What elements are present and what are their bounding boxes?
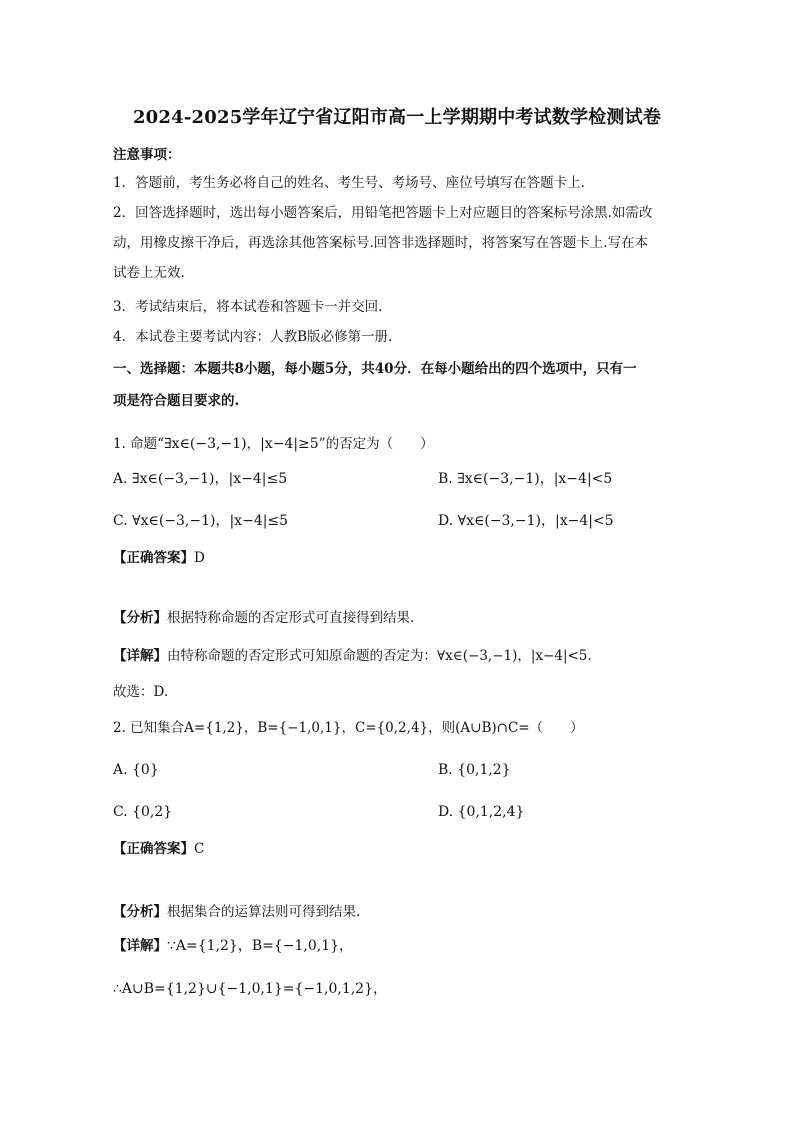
analysis-label: 【分析】 [113,904,167,920]
question-1-option-b: B. ∃x∈(−3,−1)，|x−4|<5 [438,471,613,487]
section-one-line-1: 一、选择题：本题共8小题，每小题5分，共40分．在每小题给出的四个选项中，只有一 [113,361,637,377]
question-1-option-a: A. ∃x∈(−3,−1)，|x−4|≤5 [113,471,288,487]
answer-label: 【正确答案】 [113,550,194,566]
notice-item-3: 3．考试结束后，将本试卷和答题卡一并交回. [113,299,383,315]
question-2-stem: 2. 已知集合A={1,2}，B={−1,0,1}，C={0,2,4}，则(A∪B)∩C=（ ） [113,720,584,736]
question-2-option-d: D. {0,1,2,4} [438,804,525,820]
question-2-option-c: C. {0,2} [113,804,173,820]
answer-value: C [194,841,205,857]
question-1-detail [113,647,592,665]
question-1-condition-2: |x−4|≥5 [260,436,319,452]
question-2-option-b: B. {0,1,2} [438,762,511,778]
analysis-label: 【分析】 [113,610,167,626]
notice-item-2-line-1: 2．回答选择题时，选出每小题答案后，用铅笔把答题卡上对应题目的答案标号涂黑.如需改 [113,205,653,221]
question-1-option-d: D. ∀x∈(−3,−1)，|x−4|<5 [438,513,614,529]
answer-label: 【正确答案】 [113,841,194,857]
notice-item-2-line-3: 试卷上无效. [113,265,185,281]
detail-text: 由特称命题的否定形式可知原命题的否定为：∀x∈(−3,−1)，|x−4|<5. [167,648,592,664]
question-2-answer [113,840,204,858]
answer-value: D [194,550,205,566]
question-1-suffix: ”的否定为（ ） [318,436,434,452]
question-1-stem [113,435,434,453]
question-1-analysis [113,609,414,627]
question-1-choose: 故选：D. [113,684,169,700]
question-2-option-a: A. {0} [113,762,159,778]
notice-item-4: 4．本试卷主要考试内容：人教B版必修第一册. [113,329,393,345]
question-2-analysis [113,903,360,921]
analysis-text: 根据集合的运算法则可得到结果. [167,904,361,920]
exam-title: 2024-2025学年辽宁省辽阳市高一上学期期中考试数学检测试卷 [132,107,662,128]
detail-text: ∵A={1,2}，B={−1,0,1}， [167,938,354,954]
question-2-detail-line-1 [113,937,353,955]
notice-heading: 注意事项： [113,147,181,163]
question-2-detail-line-2: ∴A∪B={1,2}∪{−1,0,1}={−1,0,1,2}， [113,981,387,997]
section-one-line-2: 项是符合题目要求的. [113,393,240,409]
question-1-option-c: C. ∀x∈(−3,−1)，|x−4|≤5 [113,513,289,529]
detail-label: 【详解】 [113,648,167,664]
detail-label: 【详解】 [113,938,167,954]
notice-item-2-line-2: 动，用橡皮擦干净后，再选涂其他答案标号.回答非选择题时，将答案写在答题卡上.写在本 [113,235,649,251]
notice-item-1: 1．答题前，考生务必将自己的姓名、考生号、考场号、座位号填写在答题卡上. [113,175,585,191]
question-1-condition-1: ∃x∈(−3,−1) [164,436,247,452]
question-1-answer [113,549,205,567]
question-1-prefix: 1. 命题“ [113,436,165,452]
analysis-text: 根据特称命题的否定形式可直接得到结果. [167,610,415,626]
question-1-separator: ， [246,436,261,452]
